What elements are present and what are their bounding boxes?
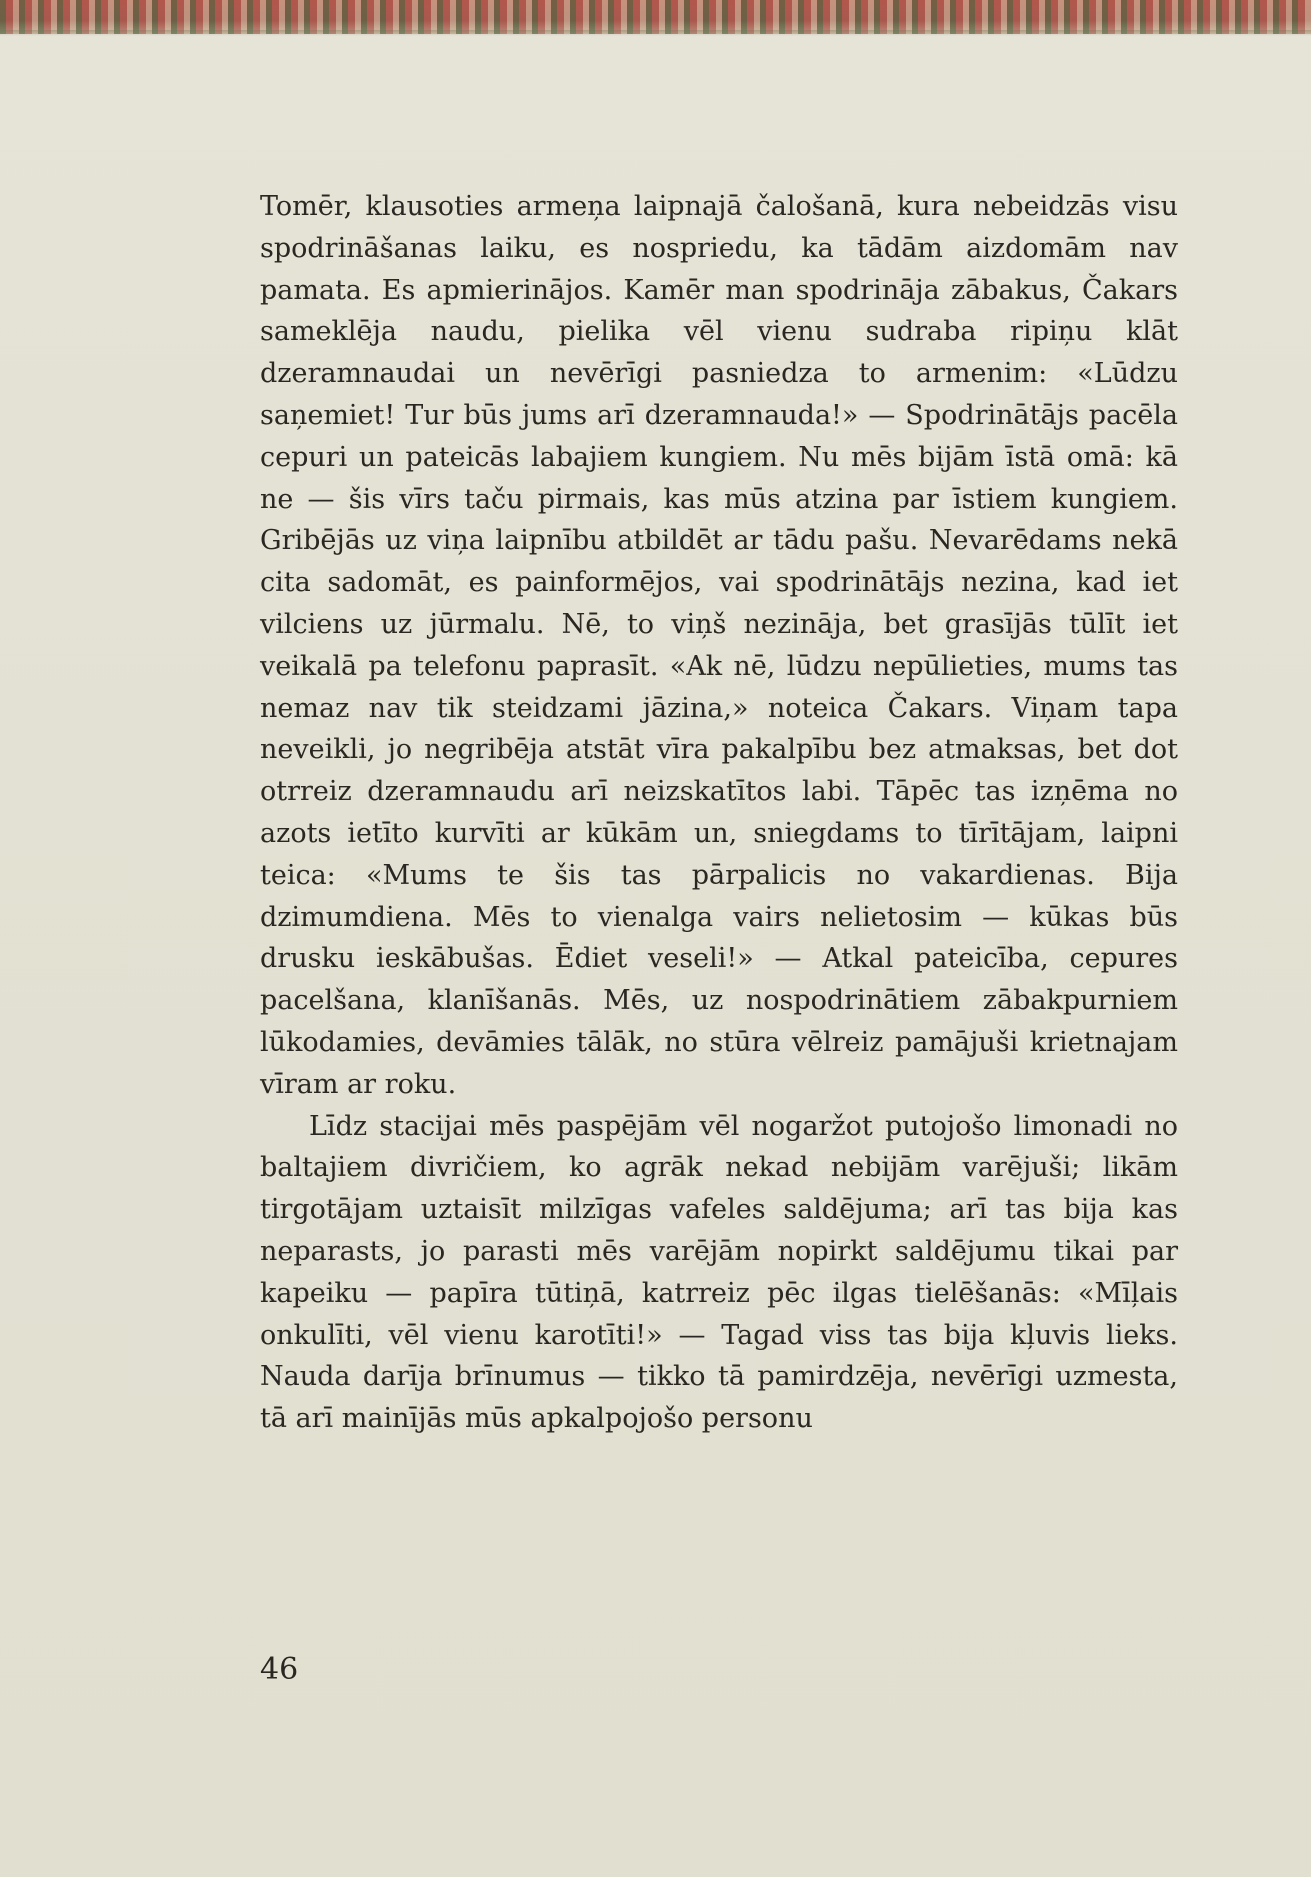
paragraph-2: Līdz stacijai mēs paspējām vēl nogaržot putojošo limonadi no baltajiem divričiem, ko agrāk nekad nebijām varējuši; likām tirgotājam uztaisīt milzīgas vafeles saldējuma; arī tas bija kas neparasts, jo parasti mēs varējām nopirkt saldējumu tikai par kapeiku — papīra tūtiņā, katrreiz pēc ilgas tielēšanās: «Mīļais onkulīti, vēl vienu karotīti!» — Tagad viss tas bija kļuvis lieks. Nauda darīja brīnumus — tikko tā pamirdzēja, nevērīgi uzmesta, tā arī mainījās mūs apkalpojošo personu [260, 1110, 1178, 1435]
paragraph-1: Tomēr, klausoties armeņa laipnajā čalošanā, kura nebeidzās visu spodrināšanas laiku, es nospriedu, ka tādām aizdomām nav pamata. Es apmierinājos. Kamēr man spodrināja zābakus, Čakars sameklēja naudu, pielika vēl vienu sudraba ripiņu klāt dzeramnaudai un nevērīgi pasniedza to armenim: «Lūdzu saņemiet! Tur būs jums arī dzeramnauda!» — Spodrinātājs pacēla cepuri un pateicās labajiem kungiem. Nu mēs bijām īstā omā: kā ne — šis vīrs taču pirmais, kas mūs atzina par īstiem kungiem. Gribējās uz viņa laipnību atbildēt ar tādu pašu. Nevarēdams nekā cita sadomāt, es painformējos, vai spodrinātājs nezina, kad iet vilciens uz jūrmalu. Nē, to viņš nezināja, bet grasījās tūlīt iet veikalā pa telefonu paprasīt. «Ak nē, lūdzu nepūlieties, mums tas nemaz nav tik steidzami jāzina,» noteica Čakars. Viņam tapa neveikli, jo negribēja atstāt vīra pakalpību bez atmaksas, bet dot otrreiz dzeramnaudu arī neizskatītos labi. Tāpēc tas izņēma no azots ietīto kurvīti ar kūkām un, sniegdams to tīrītājam, laipni teica: «Mums te šis tas pārpalicis no vakardienas. Bija dzimumdiena. Mēs to vienalga vairs nelietosim — kūkas būs drusku ieskābušas. Ēdiet veseli!» — Atkal pateicība, cepures pacelšana, klanīšanās. Mēs, uz nospodrinātiem zābakpurniem lūkodamies, devāmies tālāk, no stūra vēlreiz pamājuši krietnajam vīram ar roku. [260, 191, 1178, 1100]
binding-shadow [0, 30, 1311, 36]
body-text [260, 186, 1178, 1440]
binding-strip [0, 0, 1311, 34]
page-number: 46 [260, 1652, 299, 1687]
